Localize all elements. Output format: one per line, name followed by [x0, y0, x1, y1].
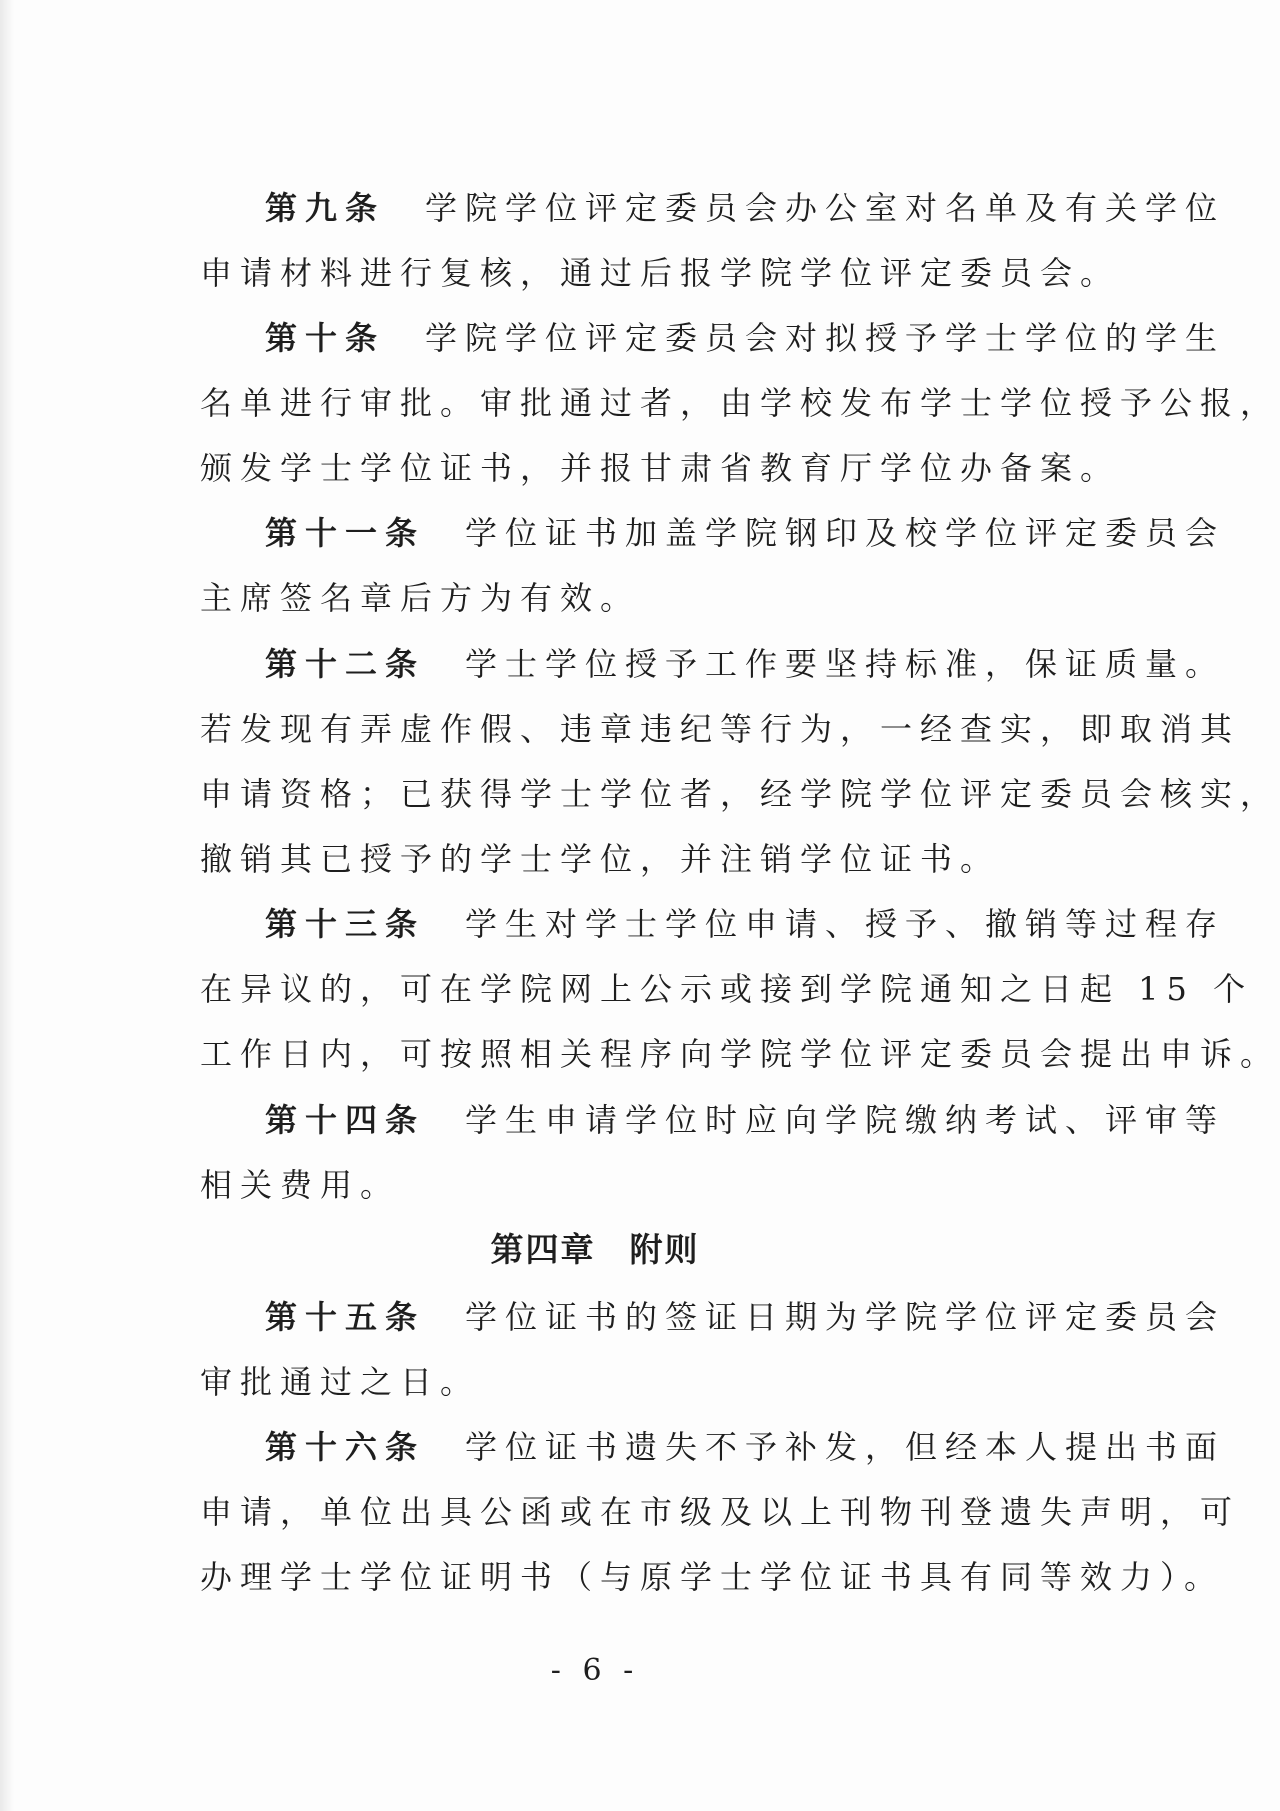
article-13-line-2: 在异议的，可在学院网上公示或接到学院通知之日起 15 个	[200, 970, 1254, 1008]
article-14-first-line	[265, 1095, 1225, 1141]
article-heading: 第九条	[265, 189, 386, 227]
article-heading: 第十一条	[265, 514, 426, 552]
article-10-line-2: 名单进行审批。审批通过者，由学校发布学士学位授予公报，	[200, 384, 1280, 422]
article-15-first-line	[265, 1292, 1225, 1338]
scan-shadow	[0, 0, 14, 1811]
chapter-title: 附则	[629, 1230, 700, 1269]
article-12-line-3: 申请资格；已获得学士学位者，经学院学位评定委员会核实，	[200, 775, 1280, 813]
article-text: 学生申请学位时应向学院缴纳考试、评审等	[465, 1101, 1226, 1139]
article-14-line-2: 相关费用。	[200, 1166, 401, 1204]
article-9-first-line	[265, 183, 1225, 229]
article-9-line-2: 申请材料进行复核，通过后报学院学位评定委员会。	[200, 254, 1121, 292]
article-13-first-line	[265, 899, 1225, 945]
chapter-number: 第四章	[490, 1230, 596, 1269]
article-text: 学院学位评定委员会办公室对名单及有关学位	[425, 189, 1226, 227]
article-heading: 第十四条	[265, 1101, 426, 1139]
article-10-first-line	[265, 313, 1225, 359]
article-12-first-line	[265, 639, 1225, 685]
article-text: 学院学位评定委员会对拟授予学士学位的学生	[425, 319, 1226, 357]
article-10-line-3: 颁发学士学位证书，并报甘肃省教育厅学位办备案。	[200, 449, 1121, 487]
article-text: 学士学位授予工作要坚持标准，保证质量。	[465, 645, 1226, 683]
article-text: 学位证书的签证日期为学院学位评定委员会	[465, 1298, 1226, 1336]
article-16-line-2: 申请，单位出具公函或在市级及以上刊物刊登遗失声明，可	[200, 1493, 1241, 1531]
article-12-line-2: 若发现有弄虚作假、违章违纪等行为，一经查实，即取消其	[200, 710, 1241, 748]
page-number: - 6 -	[550, 1653, 640, 1688]
article-text: 学位证书遗失不予补发，但经本人提出书面	[465, 1428, 1226, 1466]
article-text: 学位证书加盖学院钢印及校学位评定委员会	[465, 514, 1226, 552]
chapter-heading	[0, 1224, 1190, 1271]
article-heading: 第十二条	[265, 645, 426, 683]
article-11-first-line	[265, 508, 1225, 554]
article-11-line-2: 主席签名章后方为有效。	[200, 579, 641, 617]
article-13-line-3: 工作日内，可按照相关程序向学院学位评定委员会提出申诉。	[200, 1035, 1280, 1073]
article-heading: 第十条	[265, 319, 386, 357]
article-12-line-4: 撤销其已授予的学士学位，并注销学位证书。	[200, 840, 1001, 878]
article-heading: 第十三条	[265, 905, 426, 943]
article-16-first-line	[265, 1422, 1225, 1468]
article-text: 学生对学士学位申请、授予、撤销等过程存	[465, 905, 1226, 943]
article-15-line-2: 审批通过之日。	[200, 1363, 481, 1401]
article-heading: 第十六条	[265, 1428, 426, 1466]
article-heading: 第十五条	[265, 1298, 426, 1336]
article-16-line-3: 办理学士学位证明书（与原学士学位证书具有同等效力）。	[200, 1558, 1225, 1596]
